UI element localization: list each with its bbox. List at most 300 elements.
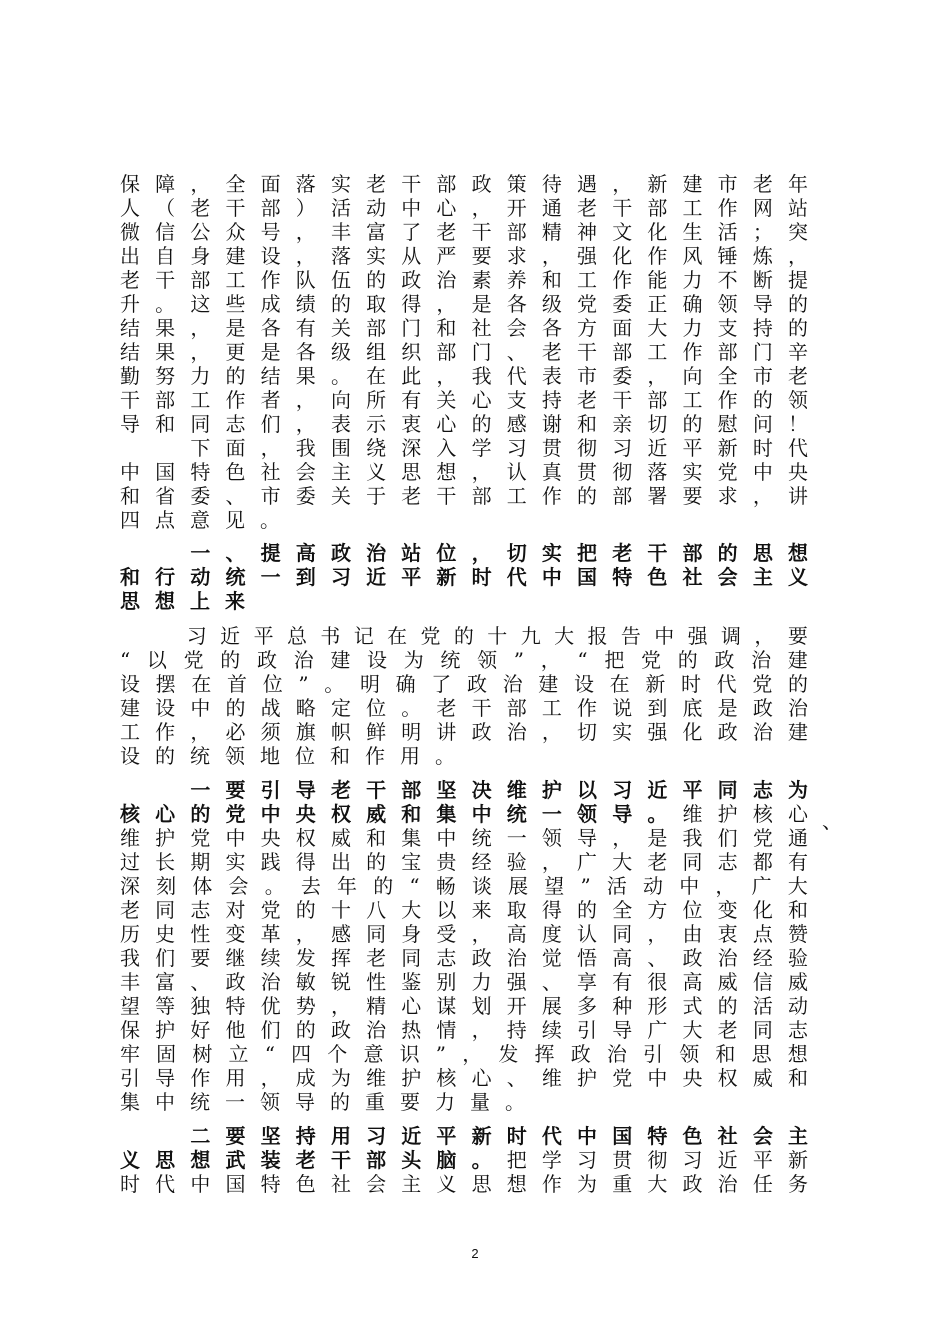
text-char: 党 [190,826,211,850]
text-char: 引 [643,1042,664,1066]
text-char: 中 [647,1066,668,1090]
text-char: 独 [190,994,211,1018]
text-char: 牢 [120,1042,140,1066]
text-char: 作 [647,244,668,268]
text-char: ， [436,364,457,388]
text-char: 信 [752,970,773,994]
text-char: 八 [366,898,387,922]
text-char: 国 [577,565,598,589]
text-char: 讲 [436,720,457,744]
text-char: 思 [155,1148,176,1172]
text-char: 作 [717,196,738,220]
text-char: 的 [155,744,175,768]
text-char: 领 [477,648,498,672]
text-char: 的 [225,364,246,388]
text-line [120,541,808,565]
text-line [120,589,808,613]
text-char: 领 [787,388,808,412]
text-char: 实 [541,541,562,565]
text-char: 突 [787,220,808,244]
text-char: 的 [471,412,492,436]
text-char: 关 [330,316,351,340]
text-char: 设 [155,696,176,720]
text-char: 设 [120,744,140,768]
text-char: 市 [577,364,598,388]
text-char: 长 [155,850,176,874]
text-char: 网 [752,196,773,220]
text-char: 门 [401,316,422,340]
text-char: 导 [295,778,316,802]
text-char: 把 [604,648,625,672]
text-char: 开 [506,196,527,220]
text-char: 老 [752,172,773,196]
text-char: 老 [120,268,140,292]
text-char: 面 [612,316,633,340]
text-char: 落 [647,460,668,484]
text-char: ， [295,220,316,244]
text-char: 的 [295,1018,316,1042]
text-char: 和 [401,802,422,826]
text-char: 强 [506,970,527,994]
text-char: 关 [330,484,351,508]
text-char: 的 [225,696,246,720]
text-char: 政 [570,1042,591,1066]
text-char: 中 [436,826,457,850]
text-char: 建 [682,172,703,196]
text-char: 用 [400,744,420,768]
text-char: 各 [295,340,316,364]
text-char: 些 [225,292,246,316]
text-char: 和 [120,565,140,589]
text-char: 社 [330,1172,351,1196]
text-char [155,436,175,460]
text-char: 鉴 [401,970,422,994]
text-char: 导 [120,412,140,436]
text-line [120,460,808,484]
text-char: 导 [577,826,598,850]
text-char: 锤 [717,244,738,268]
text-char: 威 [330,826,351,850]
text-char: 。 [324,672,345,696]
text-char: 、 [541,970,562,994]
text-char: 帜 [330,720,351,744]
text-char: 统 [190,1090,210,1114]
text-char: 政 [752,696,773,720]
text-char: 面 [225,436,246,460]
text-char: 这 [190,292,211,316]
text-char: 赞 [787,922,808,946]
text-char: 主 [330,460,351,484]
text-char: ； [752,220,773,244]
text-char: 发 [498,1042,519,1066]
text-char: 向 [682,364,703,388]
text-char: 彻 [612,460,633,484]
text-char: 政 [682,946,703,970]
text-char: 心 [155,802,176,826]
text-char: 新 [647,172,668,196]
text-char: 领 [717,292,738,316]
text-char: 个 [327,1042,348,1066]
text-char: 代 [506,364,527,388]
text-line [120,898,808,922]
text-char: 级 [541,292,562,316]
text-char: 升 [120,292,140,316]
text-char: 干 [401,172,422,196]
text-char: 要 [225,778,246,802]
text-char: 建 [120,696,140,720]
text-char: 感 [506,412,527,436]
text-char: 平 [253,624,274,648]
text-char: 中 [190,696,211,720]
text-char: 于 [366,484,387,508]
text-char: 提 [260,541,281,565]
text-line [120,1124,808,1148]
text-char: 实 [330,172,351,196]
text-char: 中 [260,802,281,826]
text-char: 作 [682,340,703,364]
text-char: 想 [190,1148,211,1172]
text-char: 干 [155,268,176,292]
text-char: 想 [787,541,808,565]
text-char: 志 [717,850,738,874]
text-char: 他 [225,1018,246,1042]
text-char: 治 [366,541,387,565]
text-char: 干 [436,484,457,508]
text-char: 高 [612,946,633,970]
text-char: 力 [682,316,703,340]
text-line [120,508,808,532]
text-char: 力 [471,970,492,994]
text-char: 大 [401,898,422,922]
text-char: 认 [506,460,527,484]
text-char: 近 [717,1148,738,1172]
text-char: 的 [366,850,387,874]
text-char: 领 [577,802,598,826]
text-char: 们 [260,1018,281,1042]
text-char: 威 [752,1066,773,1090]
text-char: 核 [436,1066,457,1090]
text-char: 想 [787,1042,808,1066]
text-char: 央 [295,802,316,826]
text-char: 各 [506,292,527,316]
text-char: 锐 [330,970,351,994]
text-char: 者 [260,388,281,412]
text-char: 习 [506,436,527,460]
text-char: 取 [366,292,387,316]
text-char [120,541,140,565]
text-line [120,244,808,268]
text-char: 的 [220,648,241,672]
text-char: 和 [577,412,598,436]
text-char: 底 [682,696,703,720]
text-char: 是 [647,826,668,850]
text-char: 治 [436,268,457,292]
text-char: 志 [752,778,773,802]
text-char: 成 [260,292,281,316]
text-char: 更 [225,340,246,364]
text-char: 意 [363,1042,384,1066]
text-char: 义 [436,1172,457,1196]
text-char: 年 [787,172,808,196]
text-char: 引 [120,1066,140,1090]
text-char: 得 [541,898,562,922]
text-char: 持 [506,1018,527,1042]
text-char: 变 [225,922,246,946]
text-char: 明 [401,720,422,744]
text-char: 大 [554,624,575,648]
text-char: 老 [577,388,598,412]
text-char: 位 [262,672,283,696]
text-line [120,292,808,316]
text-char: 署 [647,484,668,508]
text-char: 为 [577,1172,598,1196]
text-char: 有 [295,316,316,340]
text-char: ， [190,172,211,196]
text-char: 有 [787,850,808,874]
text-char: 问 [752,412,773,436]
text-char: 展 [541,994,562,1018]
text-line [120,624,808,648]
text-char: 引 [260,778,281,802]
text-char: 生 [682,220,703,244]
text-char: 享 [577,970,598,994]
text-char: 中 [541,565,562,589]
text-char: 权 [295,826,316,850]
text-char: 武 [225,1148,246,1172]
text-line [120,946,808,970]
text-char: 维 [682,802,703,826]
text-char: 畅 [435,874,456,898]
text-char: 以 [146,648,167,672]
text-char: 护 [541,778,562,802]
text-char: 见 [225,508,245,532]
text-char: 新 [645,672,666,696]
text-char: 党 [577,292,598,316]
text-char: 委 [295,484,316,508]
text-char: 是 [471,292,492,316]
text-char: 统 [471,826,492,850]
text-line [120,316,808,340]
text-char: ， [260,1066,281,1090]
text-char: 成 [295,1066,316,1090]
text-char: 义 [366,460,387,484]
text-char: 部 [717,340,738,364]
text-char: 工 [682,388,703,412]
text-char: 老 [647,850,668,874]
text-char: 坚 [436,778,457,802]
text-char: 导 [752,292,773,316]
text-char: 重 [612,1172,633,1196]
text-char: 老 [295,1148,316,1172]
text-line [120,922,808,946]
text-char: 省 [155,484,176,508]
text-char: 的 [787,316,808,340]
text-char: 贵 [436,850,457,874]
text-char: 伍 [330,268,351,292]
text-char [120,778,140,802]
text-char: 活 [752,994,773,1018]
text-char: 动 [787,994,808,1018]
text-line [120,1148,808,1172]
text-char: 政 [682,1172,703,1196]
text-line [120,436,808,460]
text-line [120,268,808,292]
text-char: 干 [612,388,633,412]
text-char: 要 [190,946,211,970]
text-char: 近 [401,1124,422,1148]
text-char: 治 [366,1018,387,1042]
text-char: 感 [330,922,351,946]
text-char: 部 [682,541,703,565]
text-char: 央 [260,826,281,850]
text-char: 治 [502,672,523,696]
text-char: 核 [120,802,140,826]
text-char: 老 [401,484,422,508]
text-char: 信 [155,220,176,244]
text-char: 年 [337,874,358,898]
text-char: 多 [577,994,598,1018]
text-char: ， [612,172,633,196]
text-char: 我 [295,436,316,460]
text-char: 强 [577,244,598,268]
text-char: 得 [295,850,316,874]
text-line [120,364,808,388]
text-char: 近 [647,436,668,460]
text-char: 政 [471,946,492,970]
text-char: 代 [541,1124,562,1148]
text-char: 断 [752,268,773,292]
text-char: 为 [403,648,424,672]
text-char [120,1124,140,1148]
text-char: 老 [330,778,351,802]
text-char: 党 [717,460,738,484]
text-line [120,696,808,720]
text-char: 平 [401,565,422,589]
text-char: 识 [399,1042,420,1066]
text-char: 工 [682,196,703,220]
text-char: 高 [682,970,703,994]
text-char: 贯 [541,436,562,460]
text-char: 时 [120,1172,140,1196]
text-char: 威 [717,970,738,994]
text-char: 点 [752,922,773,946]
text-char: 站 [787,196,808,220]
text-char: 从 [401,244,422,268]
text-char: 神 [577,220,598,244]
text-char: 组 [366,340,387,364]
text-char: 时 [471,565,492,589]
text-char: 得 [401,292,422,316]
text-char: 位 [436,541,457,565]
text-char: 头 [401,1148,422,1172]
text-char: ， [436,292,457,316]
text-char: 了 [431,672,452,696]
text-char: 彻 [647,1148,668,1172]
text-char: 定 [330,696,351,720]
text-char: 发 [295,946,316,970]
text-char: 新 [471,1124,492,1148]
text-char: 门 [752,340,773,364]
text-char: 情 [436,1018,457,1042]
text-line [120,744,808,768]
text-char: 强 [687,624,708,648]
text-line [120,172,808,196]
text-char: 想 [436,460,457,484]
text-char: 位 [682,898,703,922]
text-char: 结 [120,316,140,340]
text-line [120,1018,808,1042]
text-char: 干 [330,1148,351,1172]
text-char: 重 [365,1090,385,1114]
text-char: 力 [435,1090,455,1114]
text-char: 把 [577,541,598,565]
text-line [120,196,808,220]
text-char: （ [155,196,176,220]
text-char: 在 [366,364,387,388]
text-char: 众 [225,220,246,244]
text-char: 四 [120,508,140,532]
text-char: 上 [190,589,210,613]
text-char: 谢 [541,412,562,436]
text-char: 党 [225,802,246,826]
text-char: “ [264,1042,275,1066]
text-char: ， [715,874,736,898]
text-line [120,720,808,744]
text-char: 意 [190,508,210,532]
text-char: 化 [682,720,703,744]
text-char: 干 [225,196,246,220]
text-char: “ [577,648,588,672]
text-char: 、 [647,946,668,970]
text-char: 丰 [120,970,140,994]
text-char: 大 [612,850,633,874]
text-char: 威 [787,970,808,994]
text-char: 下 [190,436,211,460]
text-char: 统 [225,565,246,589]
text-char: 努 [155,364,176,388]
text-char: 开 [506,994,527,1018]
text-char: 续 [541,1018,562,1042]
text-char: 特 [612,565,633,589]
text-char: 身 [190,244,211,268]
text-char: 通 [541,196,562,220]
text-char: 炼 [752,244,773,268]
text-char: 自 [155,244,176,268]
text-char: 方 [577,316,598,340]
text-char: 战 [260,696,281,720]
text-char: 维 [366,1066,387,1090]
text-char: 门 [471,340,492,364]
text-char: 微 [120,220,140,244]
text-char: 部 [366,316,387,340]
text-char: 所 [366,388,387,412]
text-char: 平 [682,436,703,460]
text-char: 都 [752,850,773,874]
text-char: 记 [353,624,374,648]
text-char: 特 [190,460,211,484]
text-char: 二 [190,1124,211,1148]
text-char: 鲜 [366,720,387,744]
text-char: 挥 [330,946,351,970]
text-char: 国 [612,1124,633,1148]
text-char: 动 [190,565,211,589]
text-char: 能 [647,268,668,292]
text-char: 老 [577,196,598,220]
text-char: 必 [225,720,246,744]
text-char: 贯 [577,460,598,484]
text-char: 的 [330,1090,350,1114]
text-char: 为 [330,1066,351,1090]
